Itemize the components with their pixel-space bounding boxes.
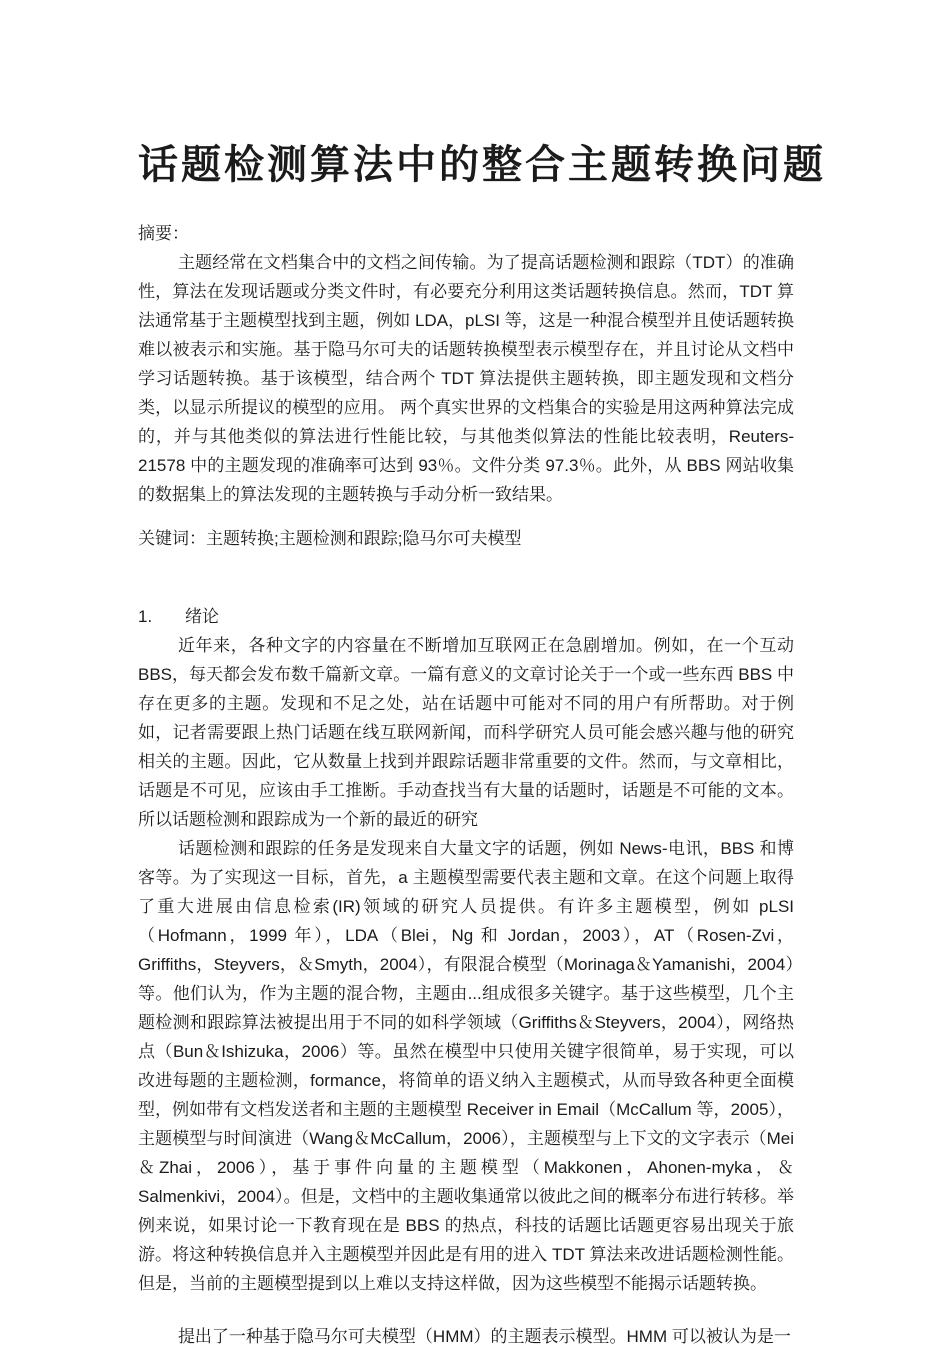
paragraph-intro-3: 提出了一种基于隐马尔可夫模型（HMM）的主题表示模型。HMM 可以被认为是一 — [177, 1327, 791, 1346]
paragraph-intro-1: 近年来，各种文字的内容量在不断增加互联网正在急剧增加。例如，在一个互动 BBS，每天都会发布数千篇新文章。一篇有意义的文章讨论关于一个或一些东西 BBS 中存在更多的主题。发现和不足之处，站在话题中可能对不同的用户有所帮助。对于例如，记者需要跟上热门话题在线互联网新闻，而科学研究人员可能会感兴趣与他的研究相关的主题。因此，它从数量上找到并跟踪话题非常重要的文件。然而，与文章相比，话题是不可见，应该由手工推断。手动查找当有大量的话题时，话题是不可能的文本。所以话题检测和跟踪成为一个新的最近的研究 — [138, 636, 794, 829]
abstract-label: 摘要： — [138, 224, 189, 243]
abstract-text: 主题经常在文档集合中的文档之间传输。为了提高话题检测和跟踪（TDT）的准确性，算法在发现话题或分类文件时，有必要充分利用这类话题转换信息。然而，TDT 算法通常基于主题模型找到主题，例如 LDA，pLSI 等，这是一种混合模型并且使话题转换难以被表示和实施。基于隐马尔可夫的话题转换模型表示模型存在，并且讨论从文档中学习话题转换。基于该模型，结合两个 TDT 算法提供主题转换，即主题发现和文档分类，以显示所提议的模型的应用。 两个真实世界的文档集合的实验是用这两种算法完成的，并与其他类似的算法进行性能比较，与其他类似算法的性能比较表明，Reuters-21578 中的主题发现的准确率可达到 93％。文件分类 97.3％。此外，从 BBS 网站收集的数据集上的算法发现的主题转换与手动分析一致结果。 — [138, 253, 794, 504]
paragraph-intro-2: 话题检测和跟踪的任务是发现来自大量文字的话题，例如 News-电讯，BBS 和博客等。为了实现这一目标，首先，a 主题模型需要代表主题和文章。在这个问题上取得了重大进展由信息检索(IR)领域的研究人员提供。有许多主题模型，例如 pLSI（Hofmann，1999 年），LDA（Blei，Ng 和 Jordan，2003），AT（Rosen-Zvi，Griffiths，Steyvers，＆Smyth，2004），有限混合模型（Morinaga＆Yamanishi，2004）等。他们认为，作为主题的混合物，主题由...组成很多关键字。基于这些模型，几个主题检测和跟踪算法被提出用于不同的如科学领域（Griffiths＆Steyvers，2004），网络热点（Bun＆Ishizuka，2006）等。虽然在模型中只使用关键字很简单，易于实现，可以改进每题的主题检测，formance，将简单的语义纳入主题模式，从而导致各种更全面模型，例如带有文档发送者和主题的主题模型 Receiver in Email（McCallum 等，2005），主题模型与时间演进（Wang＆McCallum，2006），主题模型与上下文的文字表示（Mei＆Zhai，2006），基于事件向量的主题模型（Makkonen，Ahonen-myka，＆Salmenkivi，2004）。但是，文档中的主题收集通常以彼此之间的概率分布进行转移。举例来说，如果讨论一下教育现在是 BBS 的热点，科技的话题比话题更容易出现关于旅游。将这种转换信息并入主题模型并因此是有用的进入 TDT 算法来改进话题检测性能。但是，当前的主题模型提到以上难以支持这样做，因为这些模型不能揭示话题转换。 — [138, 839, 794, 1293]
page-title: 话题检测算法中的整合主题转换问题 — [138, 143, 826, 187]
keywords-line: 关键词：主题转换;主题检测和跟踪;隐马尔可夫模型 — [138, 529, 522, 548]
section-heading — [138, 602, 794, 631]
section-title: 绪论 — [185, 607, 219, 626]
section-number: 1. — [138, 607, 153, 626]
